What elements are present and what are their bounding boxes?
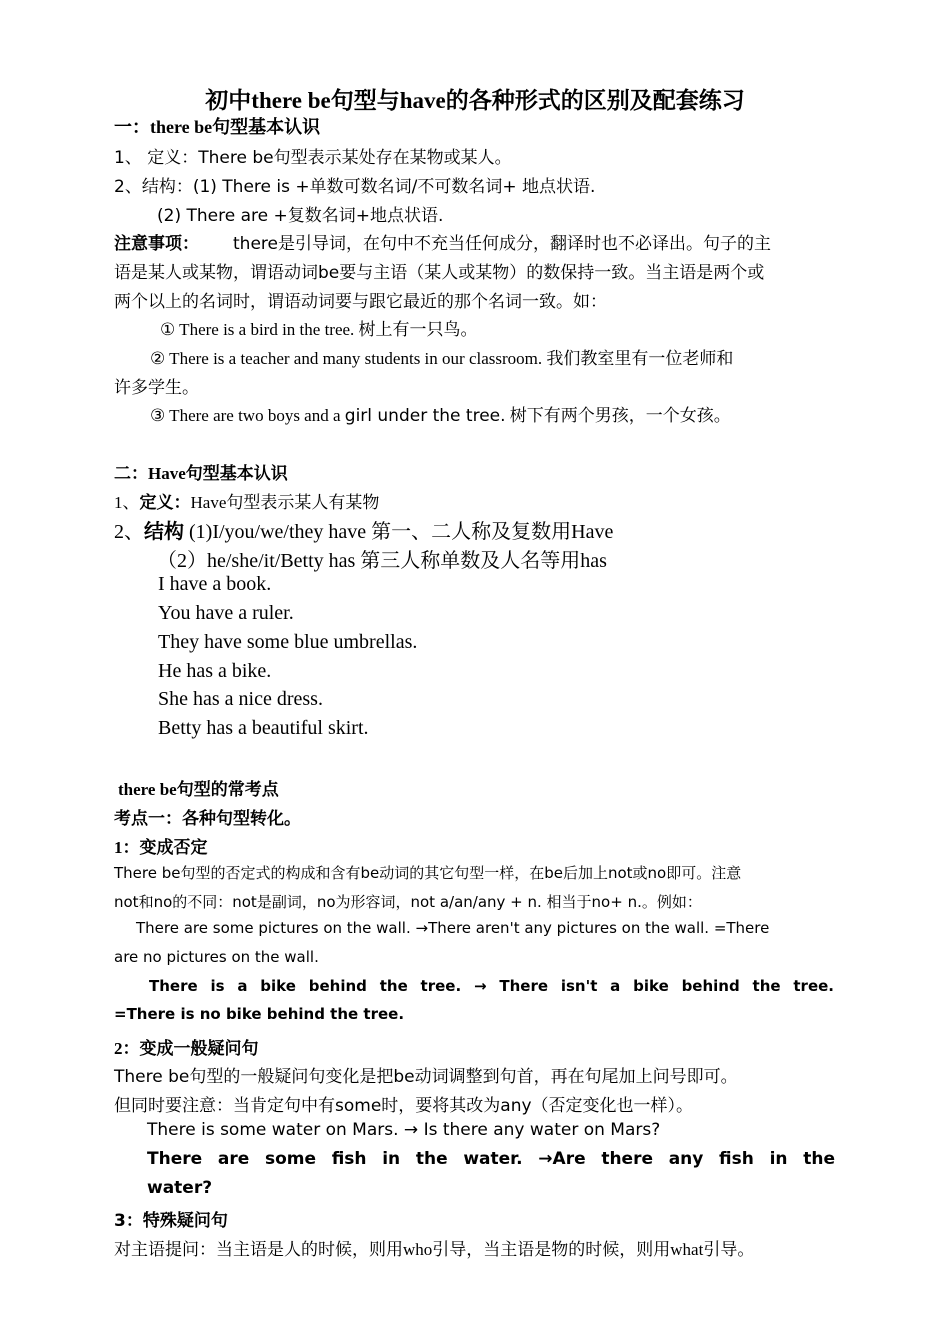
have-struct-number: 2、 (114, 521, 144, 543)
example-3-part-b: girl under the tree. (344, 406, 506, 426)
negative-example-2-line-1: There is a bike behind the tree. → There isn't a bike behind the tree. (149, 977, 834, 995)
question-example-2-line-1: There are some fish in the water. →Are there any fish in the (147, 1149, 835, 1169)
note-line-2: 语是某人或某物，谓语动词be要与主语（某人或某物）的数保持一致。当主语是两个或 (114, 263, 765, 283)
note-text-1: there是引导词，在句中不充当任何成分，翻译时也不必译出。句子的主 (233, 234, 771, 254)
section-three-heading: there be句型的常考点 (118, 780, 279, 799)
example-2-line-1: ② There is a teacher and many students in our classroom. 我们教室里有一位老师和 (150, 349, 734, 368)
exam-point-one: 考点一：各种句型转化。 (114, 809, 301, 828)
document-title: 初中there be句型与have的各种形式的区别及配套练习 (205, 88, 745, 113)
have-example-2: You have a ruler. (158, 602, 294, 624)
note-line-1 (114, 229, 771, 254)
have-struct-label: 结构 (144, 521, 184, 543)
have-example-3: They have some blue umbrellas. (158, 631, 418, 653)
negative-example-1-line-2: are no pictures on the wall. (114, 948, 319, 966)
note-label: 注意事项： (114, 234, 199, 254)
have-structure-1 (114, 515, 613, 544)
special-question-line-1: 对主语提问：当主语是人的时候，则用who引导，当主语是物的时候，则用what引导。 (114, 1240, 755, 1259)
have-structure-2: （2）he/she/it/Betty has 第三人称单数及人名等用has (157, 550, 607, 572)
example-3-part-a: ③ There are two boys and a (150, 406, 345, 425)
question-heading: 2：变成一般疑问句 (114, 1039, 259, 1058)
have-def-text: Have句型表示某人有某物 (190, 493, 380, 512)
have-example-6: Betty has a beautiful skirt. (158, 717, 369, 739)
have-def-number: 1、 (114, 493, 140, 512)
section-two-heading: 二：Have句型基本认识 (114, 464, 288, 483)
question-example-2-line-2: water? (147, 1178, 213, 1198)
negative-example-1-line-1: There are some pictures on the wall. →There aren't any pictures on the wall. =There (136, 919, 770, 937)
example-1: ① There is a bird in the tree. 树上有一只鸟。 (160, 320, 478, 339)
negative-heading: 1：变成否定 (114, 838, 208, 857)
have-example-5: She has a nice dress. (158, 688, 323, 710)
there-be-definition: 1、 定义：There be句型表示某处存在某物或某人。 (114, 148, 512, 168)
have-struct-1-text: (1)I/you/we/they have 第一、二人称及复数用Have (189, 521, 614, 543)
have-def-label: 定义： (139, 493, 191, 512)
note-line-3: 两个以上的名词时，谓语动词要与跟它最近的那个名词一致。如： (114, 292, 607, 312)
example-2-line-2: 许多学生。 (114, 378, 199, 397)
example-3-part-c: 树下有两个男孩，一个女孩。 (505, 406, 731, 425)
example-3 (150, 401, 731, 426)
question-line-2: 但同时要注意：当肯定句中有some时，要将其改为any（否定变化也一样）。 (114, 1096, 694, 1116)
question-line-1: There be句型的一般疑问句变化是把be动词调整到句首，再在句尾加上问号即可。 (114, 1067, 738, 1087)
question-example-1: There is some water on Mars. → Is there any water on Mars? (147, 1120, 661, 1140)
there-be-structure-2: (2) There are +复数名词+地点状语. (157, 206, 444, 226)
have-example-1: I have a book. (158, 573, 272, 595)
special-question-heading: 3：特殊疑问句 (114, 1211, 228, 1231)
negative-line-1: There be句型的否定式的构成和含有be动词的其它句型一样，在be后加上not或no即可。注意 (114, 864, 742, 882)
have-definition (114, 488, 379, 513)
negative-line-2: not和no的不同：not是副词，no为形容词，not a/an/any + n. 相当于no+ n.。例如： (114, 893, 702, 911)
negative-example-2-line-2: =There is no bike behind the tree. (114, 1005, 405, 1023)
have-example-4: He has a bike. (158, 660, 272, 682)
section-one-heading: 一：there be句型基本认识 (114, 117, 321, 137)
there-be-structure-1: 2、结构：(1) There is +单数可数名词/不可数名词+ 地点状语. (114, 177, 596, 197)
